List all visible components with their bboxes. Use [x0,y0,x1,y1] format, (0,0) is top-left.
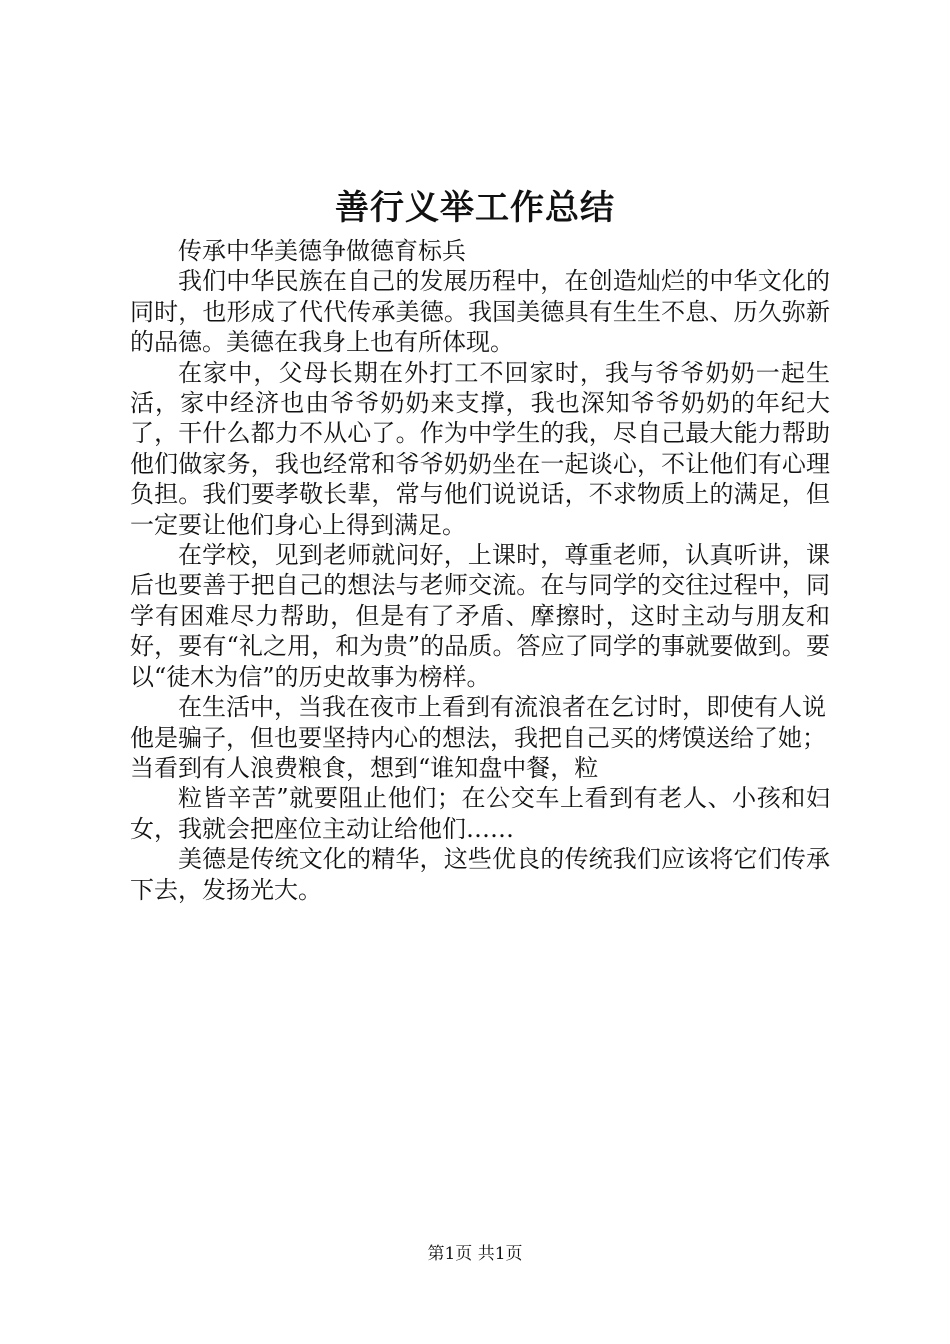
body-paragraph: 粒皆辛苦”就要阻止他们；在公交车上看到有老人、小孩和妇女，我就会把座位主动让给他们…… [130,784,830,843]
body-paragraph: 我们中华民族在自己的发展历程中，在创造灿烂的中华文化的同时，也形成了代代传承美德。我国美德具有生生不息、历久弥新的品德。美德在我身上也有所体现。 [130,267,830,357]
page-footer: 第1页 共1页 [427,1244,523,1264]
body-paragraph: 在学校，见到老师就问好，上课时，尊重老师，认真听讲，课后也要善于把自己的想法与老师交流。在与同学的交往过程中，同学有困难尽力帮助，但是有了矛盾、摩擦时，这时主动与朋友和好，要有“礼之用，和为贵”的品质。答应了同学的事就要做到。要以“徒木为信”的历史故事为榜样。 [130,541,830,691]
body-paragraph: 在家中，父母长期在外打工不回家时，我与爷爷奶奶一起生活，家中经济也由爷爷奶奶来支撑，我也深知爷爷奶奶的年纪大了，干什么都力不从心了。作为中学生的我，尽自己最大能力帮助他们做家务，我也经常和爷爷奶奶坐在一起谈心，不让他们有心理负担。我们要孝敬长辈，常与他们说说话，不求物质上的满足，但一定要让他们身心上得到满足。 [130,358,830,539]
document-body [130,236,830,905]
document-title: 善行义举工作总结 [335,188,615,228]
body-paragraph: 美德是传统文化的精华，这些优良的传统我们应该将它们传承下去，发扬光大。 [130,845,830,904]
subtitle-paragraph: 传承中华美德争做德育标兵 [178,237,466,265]
body-paragraph: 在生活中，当我在夜市上看到有流浪者在乞讨时，即使有人说他是骗子，但也要坚持内心的想法，我把自己买的烤馍送给了她；当看到有人浪费粮食，想到“谁知盘中餐，粒 [130,693,826,782]
